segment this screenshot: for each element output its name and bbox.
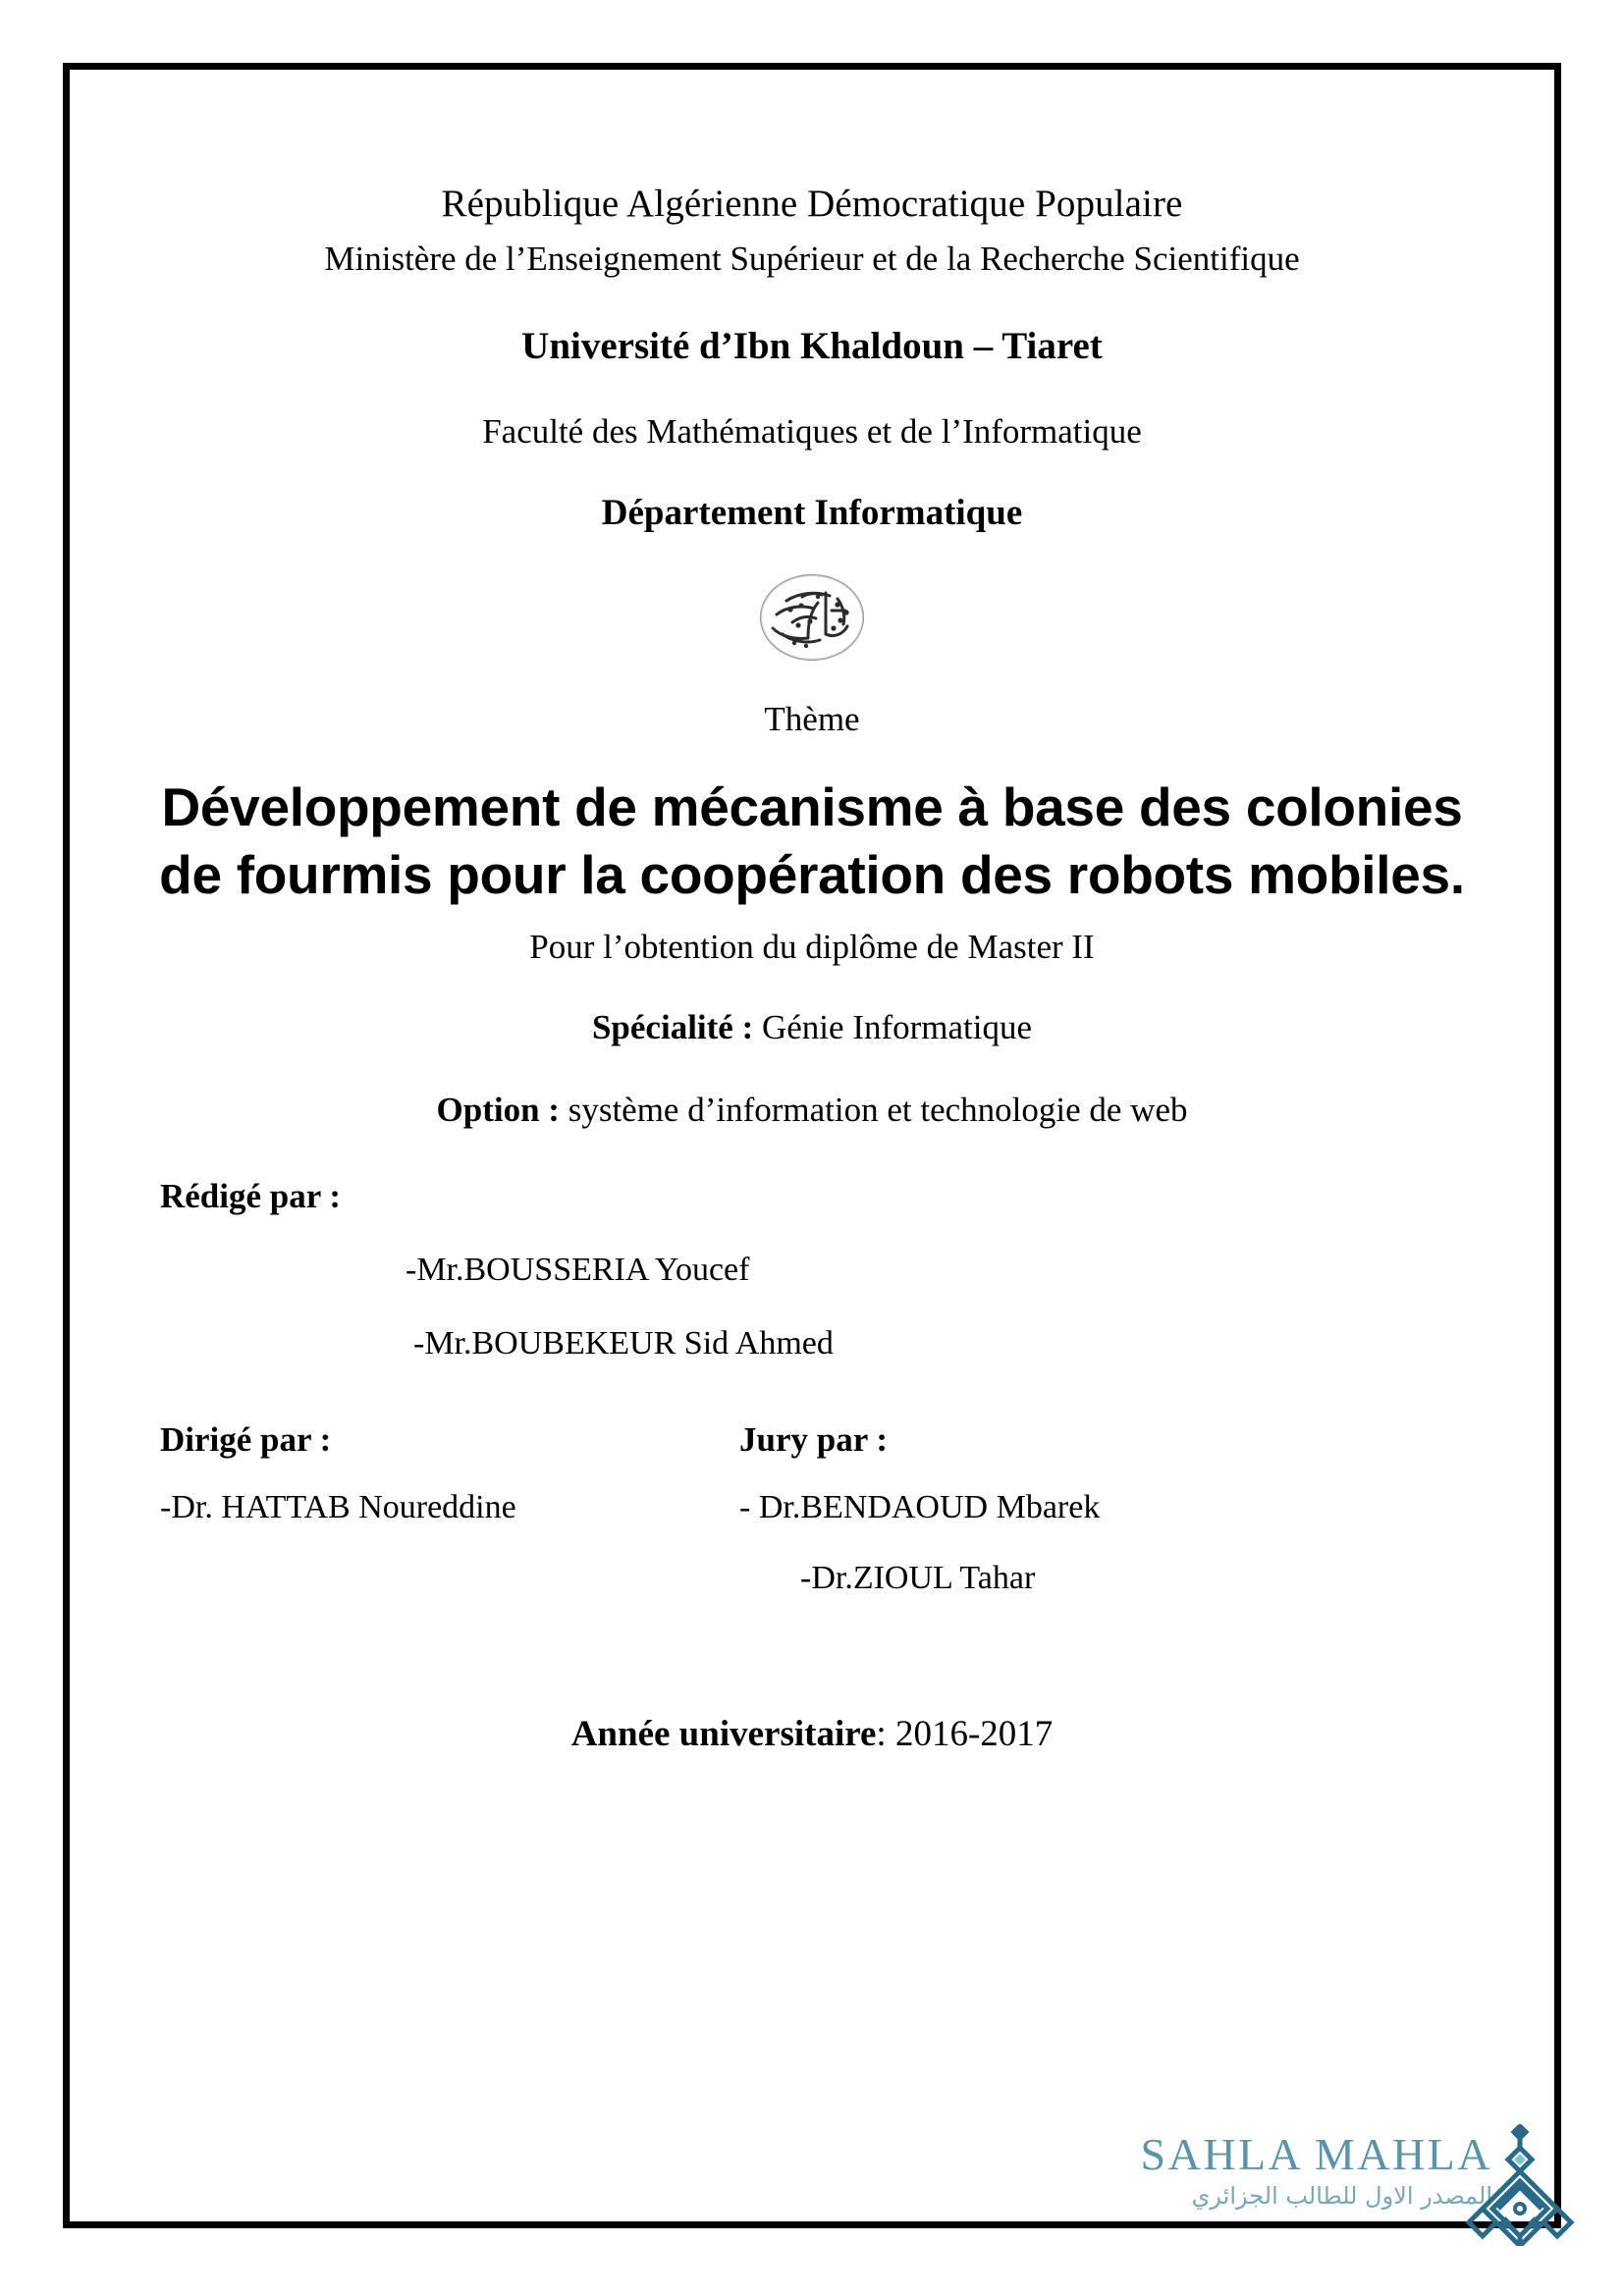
academic-year-value: 2016-2017: [894, 1714, 1054, 1755]
thesis-title: Développement de mécanisme à base des colonies de fourmis pour la coopération des robots mobiles.: [159, 775, 1465, 905]
list-item: -Dr. HATTAB Noureddine: [160, 1488, 516, 1525]
academic-year-separator: :: [876, 1714, 895, 1755]
faculty-heading: Faculté des Mathématiques et de l’Informatique: [482, 412, 1142, 452]
specialty-line: [138, 1007, 1486, 1048]
supervisor-jury-section: [138, 1419, 1486, 1600]
specialty-label: Spécialité :: [591, 1008, 754, 1047]
list-item: -Dr.ZIOUL Tahar: [800, 1560, 1036, 1597]
list-item: - Dr.BENDAOUD Mbarek: [739, 1488, 1101, 1525]
department-heading: Département Informatique: [601, 493, 1023, 534]
academic-year-line: [138, 1713, 1486, 1756]
university-heading: Université d’Ibn Khaldoun – Tiaret: [521, 325, 1103, 368]
jury-column: [629, 1419, 1486, 1600]
ministry-heading: Ministère de l’Enseignement Supérieur et de la Recherche Scientifique: [324, 240, 1300, 279]
university-seal-icon: [747, 563, 877, 669]
authors-label: Rédigé par :: [160, 1177, 342, 1216]
option-line: [138, 1090, 1486, 1131]
seal-container: [138, 563, 1486, 669]
list-item: -Mr.BOUSSERIA Youcef: [406, 1252, 750, 1289]
list-item: -Mr.BOUBEKEUR Sid Ahmed: [413, 1324, 834, 1362]
page-border-frame: [63, 63, 1561, 2228]
watermark-title: SAHLA MAHLA: [1140, 2129, 1492, 2179]
academic-year-label: Année universitaire: [570, 1714, 877, 1755]
jury-label: Jury par :: [739, 1419, 889, 1459]
republic-heading: République Algérienne Démocratique Populaire: [441, 183, 1183, 225]
theme-label: Thème: [764, 699, 860, 738]
option-value: système d’information et technologie de web: [568, 1091, 1188, 1130]
specialty-value: Génie Informatique: [762, 1008, 1033, 1047]
option-label: Option :: [436, 1091, 560, 1130]
page-content: [70, 70, 1554, 2221]
supervisor-column: [138, 1419, 629, 1528]
authors-list: [138, 1251, 1486, 1364]
degree-line: Pour l’obtention du diplôme de Master II: [529, 928, 1095, 967]
supervisor-label: Dirigé par :: [160, 1419, 332, 1459]
watermark-subtitle: المصدر الاول للطالب الجزائري: [1191, 2182, 1492, 2210]
